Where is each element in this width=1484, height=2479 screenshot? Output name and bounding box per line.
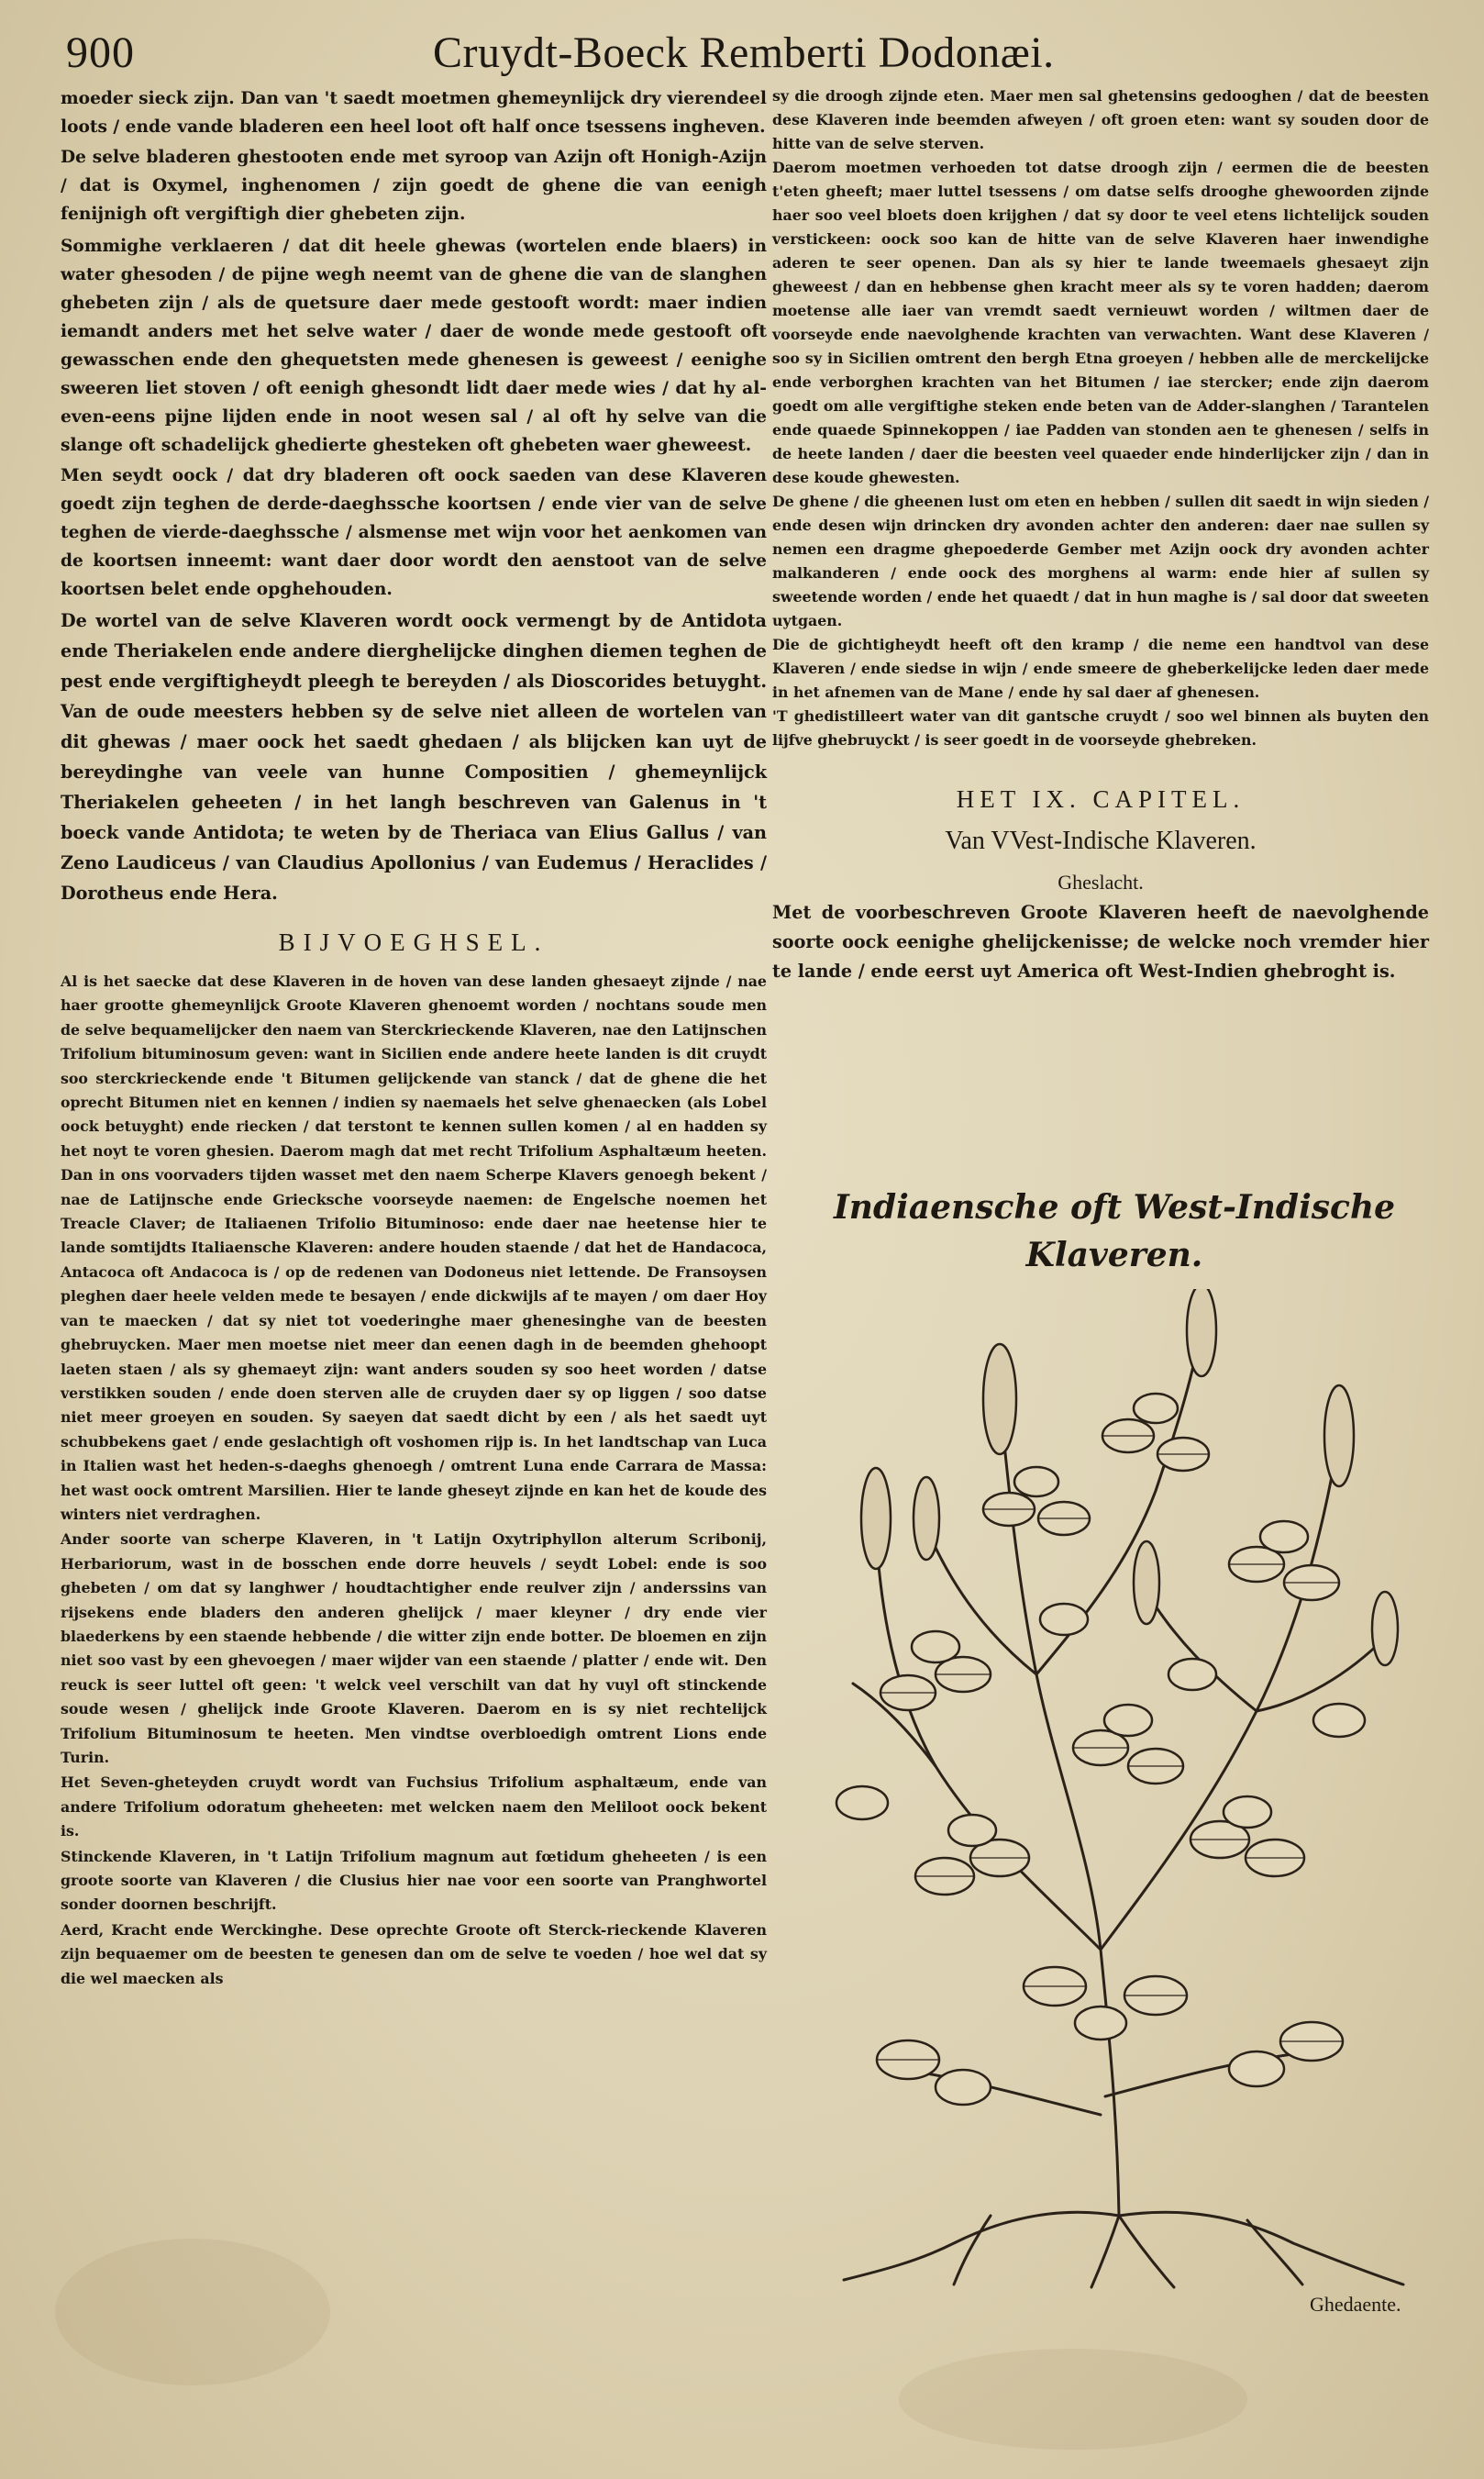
body-paragraph: De ghene / die gheenen lust om eten en hebben / sullen dit saedt in wijn sieden / ende desen wijn drincken dry avonden achter den anderen: daer nae sullen sy nemen een dragme ghepoederde Gember met Azijn oock dry avonden achter malkanderen / ende oock des morghens al warm: ende hier af sullen sy sweetende worden / ende het quaedt / dat in hun maghe is / sal door dat sweeten uytgaen. [772, 493, 1430, 629]
bijvoeghsel-paragraph: Ander soorte van scherpe Klaveren, in 't Latijn Oxytriphyllon alterum Scribonij, Herbariorum, wast in de bosschen ende dorre heuvels / seydt Lobel: ende is soo ghebeten / om dat sy langhwer / houdtachtigher ende reulver zijn / anderssins van rijsekens ende bladers den anderen ghelijck / maer kleyner / dry ende vier blaederkens by een staende hebbende / die witter zijn ende botter. De bloemen en zijn niet soo vast by een ghevoegen / maer wijder van een staende / platter / ende wit. Den reuck is seer luttel oft geen: 't welck veel verschilt van dat hy vuyl oft stinckende soude wesen / ghelijck inde Groote Klaveren. Daerom en is sy niet rechtelijck Trifolium Bituminosum te heeten. Men vindtse overbloedigh omtrent Lions ende Turin. [61, 1530, 767, 1766]
paper-stain [899, 2349, 1247, 2450]
body-paragraph: Sommighe verklaeren / dat dit heele ghewas (wortelen ende blaers) in water ghesoden / de pijne wegh neemt van de ghene die van de slanghen ghebeten zijn / als de quetsure daer mede gestooft wordt: maer indien iemandt anders met het selve water / daer de wonde mede gestooft oft gewasschen ende den ghequetsten mede ghenesen is geweest / eenighe sweeren liet stoven / oft eenigh ghesondt lidt daer mede wies / dat hy al-even-eens pijne lijden ende in noot wesen sal / al oft hy selve van die slange oft schadelijck ghedierte ghesteken oft ghebeten waer gheweest. [61, 237, 767, 455]
chapter-title: HET IX. CAPITEL. [956, 785, 1246, 813]
body-paragraph: De selve bladeren ghestooten ende met syroop van Azijn oft Honigh-Azijn / dat is Oxymel, inghenomen / zijn goedt de ghene die van eenigh fenijnigh oft vergiftigh dier ghebeten zijn. [61, 148, 767, 224]
chapter-subtitle: Van VVest-Indische Klaveren. [945, 827, 1257, 855]
page-header [66, 24, 1433, 88]
page-number: 900 [66, 28, 135, 77]
bijvoeghsel-paragraph: Stinckende Klaveren, in 't Latijn Trifolium magnum aut fœtidum gheheeten / is een groote soorte van Klaveren / die Clusius hier nae voor een soorte van Pranghwortel sonder doornen beschrijft. [61, 1847, 767, 1914]
bijvoeghsel-paragraph: Het Seven-gheteyden cruydt wordt van Fuchsius Trifolium asphaltæum, ende van andere Trifolium odoratum gheheeten: met welcken naem den Meliloot oock bekent is. [61, 1773, 767, 1840]
right-column [772, 84, 1429, 986]
body-paragraph: Die de gichtigheydt heeft oft den kramp / die neme een handtvol van dese Klaveren / ende siedse in wijn / ende smeere de gheberkelijcke leden daer mede in het afnemen van de Mane / ende hy sal daer af ghenesen. [772, 636, 1429, 701]
body-paragraph: 'T ghedistilleert water van dit gantsche cruydt / soo wel binnen als buyten den lijfve ghebruyckt / is seer goedt in de voorseyde ghebreken. [772, 707, 1429, 749]
paper-stain [55, 2239, 330, 2385]
body-paragraph: sy die droogh zijnde eten. Maer men sal ghetensins gedooghen / dat de beesten dese Klaveren inde beemden afweyen / oft groen eten: want sy souden door de hitte van de selve sterven. [772, 87, 1429, 152]
geslacht-paragraph: Met de voorbeschreven Groote Klaveren heeft de naevolghende soorte oock eenighe ghelijckenisse; de welcke noch vremder hier te lande / ende eerst uyt America oft West-Indien ghebroght is. [772, 902, 1429, 982]
geslacht-label: Gheslacht. [1058, 871, 1144, 894]
woodcut-plant-illustration [825, 1289, 1412, 2289]
body-paragraph: moeder sieck zijn. Dan van 't saedt moetmen ghemeynlijck dry vierendeel loots / ende vande bladeren een heel loot oft half once tsessens ingheven. [61, 89, 767, 137]
bijvoeghsel-paragraph: Al is het saecke dat dese Klaveren in de hoven van dese landen ghesaeyt zijnde / nae haer grootte ghemeynlijck Groote Klaveren ghenoemt worden / nochtans soude men de selve bequamelijcker den naem van Sterckrieckende Klaveren, nae den Latijnschen Trifolium bituminosum geven: want in Sicilien ende andere heete landen is dit cruydt soo sterckrieckende ende 't Bitumen gelijckende van stanck / dat de ghene die het oprecht Bitumen niet en kennen / indien sy naemaels het selve ghenaecken (als Lobel oock betuyght) ende riecken / dat terstont te kennen sullen komen / al en hadden sy het noyt te voren ghesien. Daerom magh dat met recht Trifolium Asphaltæum heeten. Dan in ons voorvaders tijden wasset met den naem Scherpe Klavers genoegh bekent / nae de Latijnsche ende Griecksche voorseyde naemen: de Engelsche noemen het Treacle Claver; de Italiaenen Trifolio Bituminoso: ende daer nae heetense hier te lande somtijdts Italiaensche Klaveren: andere houden staende / dat het de Handacoca, Antacoca oft Andacoca is / op de redenen van Dodoneus niet lettende. De Fransoysen pleghen daer heele velden mede te besayen / ende dickwijls af te mayen / om daer Hoy van te maecken / dat sy niet tot voederinghe maer ghenesinghe van de beesten ghebruycken. Maer men moetse niet meer dan eenen dagh in de beemden ghehoopt laeten staen / als sy ghemaeyt zijn: want anders souden sy soo heet worden / datse verstikken souden / ende doen sterven alle de cruyden daer sy op liggen / soo datse niet meer groeyen en souden. Sy saeyen dat saedt dicht by een / als het saedt uyt schubbekens gaet / ende geslachtigh oft voshomen rijp is. In het landtschap van Luca in Italien wast het heden-s-daeghs ghenoegh / omtrent Luna ende Carrara de Massa: het wast oock omtrent Marsilien. Hier te lande gheseyt zijnde en kan het de koude des winters niet verdraghen. [61, 973, 767, 1523]
signature-mark: Ghedaente. [1310, 2293, 1401, 2316]
figure-caption: Indiaensche oft West-Indische Klaveren. [833, 1188, 1396, 1274]
body-paragraph: Daerom moetmen verhoeden tot datse droogh zijn / eermen die de beesten t'eten gheeft; maer luttel tsessens / om datse selfs drooghe ghewoorden zijnde haer soo veel bloets doen krijghen / dat sy door te veel etens lichtelijck souden verstickeen: oock soo kan de hitte van de selve Klaveren haer inwendighe aderen te seer openen. Dan als sy hier te lande tweemaels ghesaeyt zijn gheweest / dan en hebbense ghen kracht meer als sy te voren hadden; daerom moetense alle iaer van vremdt saedt vernieuwt worden / wiltmen daer de voorseyde ende naevolghende krachten van verwachten. Want dese Klaveren / soo sy in Sicilien omtrent den bergh Etna groeyen / hebben alle de merckelijcke ende verborghen krachten van het Bitumen / iae stercker; ende zijn daerom goedt om alle vergiftighe steken ende beten van de Adder-slanghen / Tarantelen ende quaede Spinnekoppen / iae Padden van stonden aen te ghenesen / selfs in de heete landen / daer die beesten veel quaeder ende hinderlijcker zijn / dan in dese koude ghewesten. [772, 159, 1429, 486]
body-paragraph: De wortel van de selve Klaveren wordt oock vermengt by de Antidota ende Theriakelen ende andere dierghelijcke dinghen diemen teghen de pest ende vergiftigheydt pleegh te bereyden / als Dioscorides betuyght. Van de oude meesters hebben sy de selve niet alleen de wortelen van dit ghewas / maer oock het saedt ghedaen / als blijcken kan uyt de bereydinghe van veele van hunne Compositien / ghemeynlijck Theriakelen geheeten / in het langh beschreven van Galenus in 't boeck vande Antidota; te weten by de Theriaca van Elius Gallus / van Zeno Laudiceus / van Claudius Apollonius / van Eudemus / Heraclides / Dorotheus ende Hera. [61, 610, 767, 904]
running-head: Cruydt-Boeck Remberti Dodonæi. [433, 28, 1055, 77]
left-column [61, 84, 767, 1991]
body-paragraph: Men seydt oock / dat dry bladeren oft oock saeden van dese Klaveren goedt zijn teghen de derde-daeghssche koortsen / ende vier van de selve teghen de vierde-daeghssche / alsmense met wijn voor het aenkomen van de koortsen inneemt: want daer door wordt den aenstoot van de selve koortsen belet ende opghehouden. [61, 466, 767, 599]
bijvoeghsel-paragraph: Aerd, Kracht ende Werckinghe. Dese oprechte Groote oft Sterck-rieckende Klaveren zijn bequaemer om de beesten te genesen dan om de selve te voeden / hoe wel dat sy die wel maecken als [61, 1920, 767, 1987]
section-title-bijvoeghsel: BIJVOEGHSEL. [278, 928, 549, 956]
